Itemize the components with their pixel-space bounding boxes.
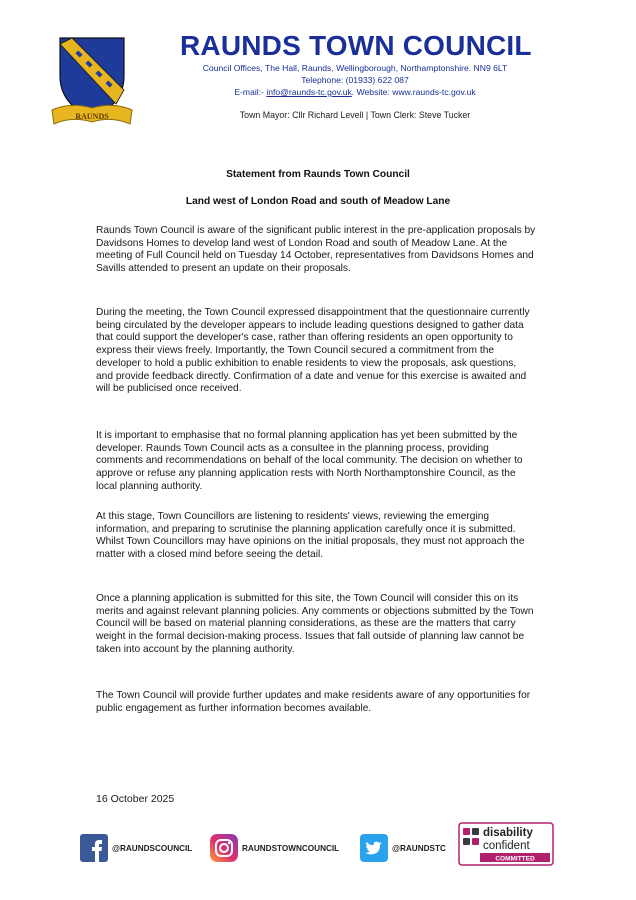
twitter-handle: @RAUNDSTC (392, 843, 446, 853)
instagram-link[interactable] (210, 832, 339, 864)
council-title: RAUNDS TOWN COUNCIL (180, 30, 532, 61)
crest-scroll-text: RAUNDS (75, 112, 109, 121)
council-address: Council Offices, The Hall, Raunds, Wellingborough, Northamptonshire. NN9 6LT (202, 63, 508, 73)
badge-line-2: confident (483, 840, 530, 852)
twitter-icon (360, 834, 388, 862)
disability-confident-badge (458, 822, 554, 866)
badge-line-3: COMMITTED (495, 855, 535, 863)
badge-line-1: disability (483, 827, 533, 839)
instagram-handle: RAUNDSTOWNCOUNCIL (242, 843, 340, 853)
statement-paragraph-5: Once a planning application is submitted for this site, the Town Council will consider this on its merits and against relevant planning policies. Any comments or objections submitted by the Town Council will be based on material planning considerations, as these are the matters that carry weight in the formal decision-making process. Issues that fall outside of planning law cannot be taken into account by the planning authority. (96, 593, 534, 655)
instagram-icon (210, 834, 238, 862)
council-officers: Town Mayor: Cllr Richard Levell | Town Clerk: Steve Tucker (239, 110, 471, 120)
facebook-handle: @RAUNDSCOUNCIL (112, 843, 193, 853)
email-link[interactable]: info@raunds-tc.gov.uk (266, 87, 352, 97)
statement-paragraph-1: Raunds Town Council is aware of the significant public interest in the pre-application proposals by Davidsons Homes to develop land west of London Road and south of Meadow Lane. At the meeting of Full Council held on Tuesday 14 October, representatives from Davidsons Homes and Savills attended to present an update on their proposals. (96, 225, 536, 275)
statement-paragraph-4: At this stage, Town Councillors are listening to residents' views, reviewing the emerging information, and preparing to scrutinise the planning application carefully once it is submitted. Whilst Town Councillors may have opinions on the initial proposals, they must not approach the matter with a closed mind before seeing the detail. (96, 511, 525, 561)
council-telephone: Telephone: (01933) 622 087 (301, 75, 409, 85)
council-crest-logo (50, 32, 134, 128)
statement-subheading: Land west of London Road and south of Meadow Lane (185, 196, 451, 207)
statement-paragraph-6: The Town Council will provide further updates and make residents aware of any opportunities for public engagement as further information becomes available. (96, 690, 531, 714)
website-text: . Website: www.raunds-tc.gov.uk (351, 87, 476, 97)
email-label: E-mail:- (234, 87, 267, 97)
facebook-icon (80, 834, 108, 862)
twitter-link[interactable] (360, 832, 446, 864)
statement-paragraph-2: During the meeting, the Town Council expressed disappointment that the questionnaire currently being circulated by the developer appears to include leading questions designed to gather data that could support the developer's case, rather than offering residents an open opportunity to express their views freely. Importantly, the Town Council secured a commitment from the developer to hold a public exhibition to enable residents to view the proposals, ask questions, and provide feedback directly. Confirmation of a date and venue for this exercise is awaited and will be publicised once received. (96, 307, 530, 395)
statement-heading: Statement from Raunds Town Council (226, 169, 410, 180)
statement-paragraph-3: It is important to emphasise that no formal planning application has yet been submitted by the developer. Raunds Town Council acts as a consultee in the planning process, providing comments and recommendations on behalf of the local community. The decision on whether to approve or refuse any planning application rests with North Northamptonshire Council, as the local planning authority. (96, 430, 523, 492)
statement-date: 16 October 2025 (96, 793, 175, 805)
facebook-link[interactable] (80, 832, 192, 864)
council-contact-line (150, 87, 560, 97)
